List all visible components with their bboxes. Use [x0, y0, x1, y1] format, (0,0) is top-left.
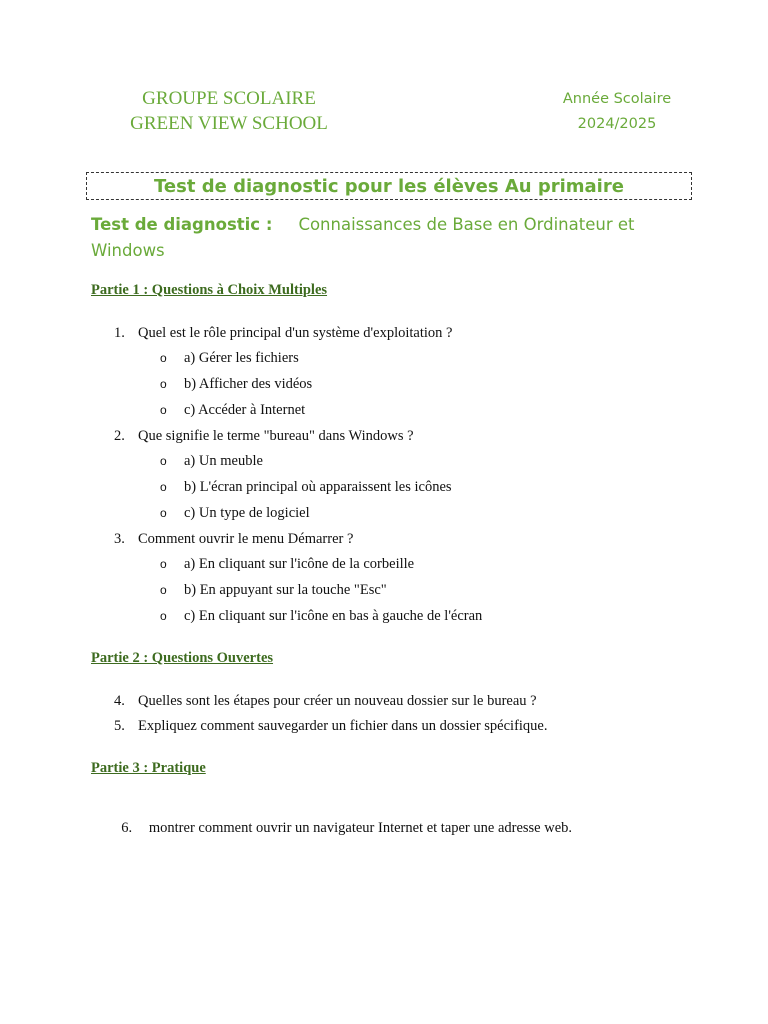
question-1: [114, 324, 452, 342]
question-4: [114, 692, 537, 710]
bullet-icon: o: [160, 351, 167, 365]
question-number: 5.: [114, 718, 125, 734]
option-text: a) Un meuble: [184, 453, 263, 469]
question-5: [114, 717, 548, 735]
option-text: c) En cliquant sur l'icône en bas à gauche de l'écran: [184, 608, 483, 624]
question-number: 3.: [114, 531, 125, 547]
option-2c: [160, 504, 310, 522]
question-number: 6.: [121, 820, 133, 836]
question-text: Expliquez comment sauvegarder un fichier dans un dossier spécifique.: [138, 718, 548, 734]
school-name: [104, 86, 354, 136]
subtitle-text-line2: Windows: [91, 241, 165, 260]
option-text: b) Afficher des vidéos: [184, 376, 313, 392]
bullet-icon: o: [160, 454, 167, 468]
question-number: 4.: [114, 693, 125, 709]
question-number: 1.: [114, 325, 125, 341]
option-2a: [160, 452, 263, 470]
school-name-line2: GREEN VIEW SCHOOL: [130, 113, 328, 134]
option-3c: [160, 607, 482, 625]
subtitle-label: Test de diagnostic :: [91, 215, 273, 234]
bullet-icon: o: [160, 557, 167, 571]
option-text: a) Gérer les fichiers: [184, 350, 299, 366]
school-year: [532, 87, 702, 137]
part1-heading: Partie 1 : Questions à Choix Multiples: [91, 282, 328, 298]
option-text: b) L'écran principal où apparaissent les icônes: [184, 479, 452, 495]
bullet-icon: o: [160, 480, 167, 494]
question-6: [114, 801, 572, 837]
school-year-value: 2024/2025: [577, 116, 657, 132]
question-text: Comment ouvrir le menu Démarrer ?: [138, 531, 354, 547]
question-text: montrer comment ouvrir un navigateur Internet et taper une adresse web.: [145, 820, 573, 836]
subtitle-text-line1: Connaissances de Base en Ordinateur et: [298, 215, 635, 234]
option-text: a) En cliquant sur l'icône de la corbeille: [184, 556, 415, 572]
option-text: c) Un type de logiciel: [184, 505, 310, 521]
question-text: Quel est le rôle principal d'un système d'exploitation ?: [138, 325, 453, 341]
school-year-label: Année Scolaire: [562, 91, 672, 107]
question-text: Quelles sont les étapes pour créer un nouveau dossier sur le bureau ?: [138, 693, 537, 709]
question-2: [114, 427, 414, 445]
option-1c: [160, 401, 305, 419]
bullet-icon: o: [160, 583, 167, 597]
bullet-icon: o: [160, 403, 167, 417]
option-3a: [160, 555, 414, 573]
option-1a: [160, 349, 299, 367]
option-2b: [160, 478, 452, 496]
bullet-icon: o: [160, 506, 167, 520]
school-name-line1: GROUPE SCOLAIRE: [142, 88, 316, 109]
option-3b: [160, 581, 387, 599]
part2-heading: Partie 2 : Questions Ouvertes: [91, 650, 274, 666]
option-1b: [160, 375, 312, 393]
part3-heading: Partie 3 : Pratique: [91, 760, 206, 776]
subtitle: [91, 212, 651, 264]
question-text: Que signifie le terme "bureau" dans Windows ?: [138, 428, 414, 444]
bullet-icon: o: [160, 377, 167, 391]
option-text: b) En appuyant sur la touche "Esc": [184, 582, 387, 598]
option-text: c) Accéder à Internet: [184, 402, 306, 418]
document-title: Test de diagnostic pour les élèves Au primaire: [86, 172, 692, 200]
question-number: 2.: [114, 428, 125, 444]
bullet-icon: o: [160, 609, 167, 623]
question-3: [114, 530, 353, 548]
